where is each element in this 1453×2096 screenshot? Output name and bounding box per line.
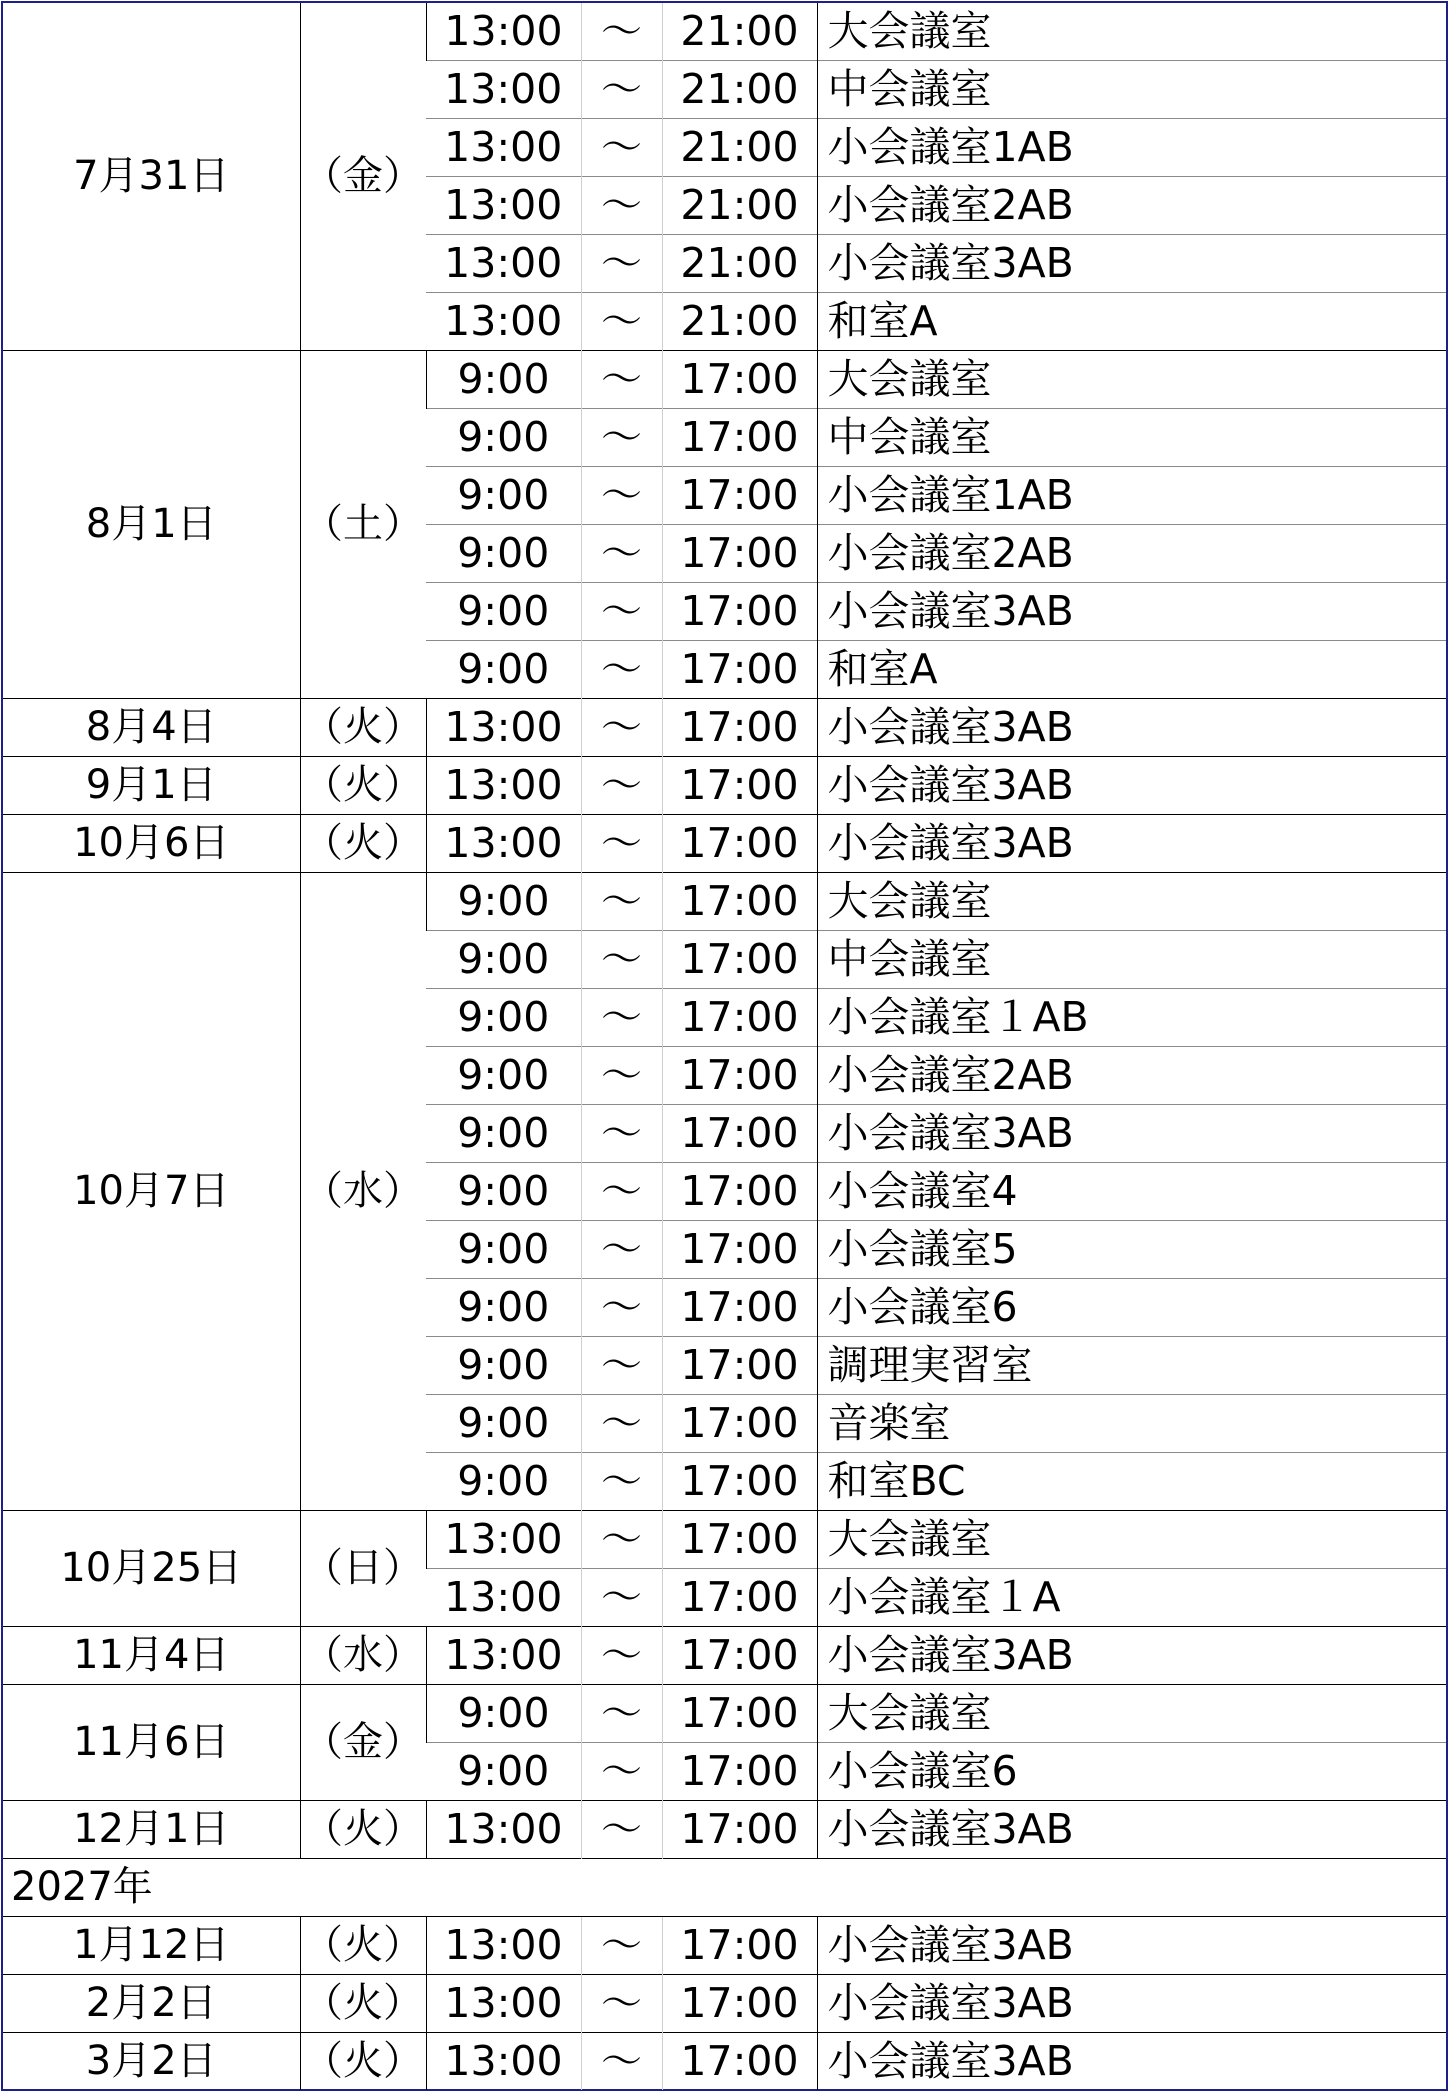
room-cell: 小会議室2AB bbox=[817, 525, 1446, 583]
tilde-cell: ～ bbox=[581, 931, 662, 989]
end-time-cell: 17:00 bbox=[662, 757, 817, 815]
start-time-cell: 13:00 bbox=[426, 1627, 581, 1685]
end-time-cell: 17:00 bbox=[662, 1685, 817, 1743]
date-cell: 10月6日 bbox=[3, 815, 300, 873]
tilde-cell: ～ bbox=[581, 1917, 662, 1975]
end-time-cell: 17:00 bbox=[662, 583, 817, 641]
start-time-cell: 13:00 bbox=[426, 1801, 581, 1859]
end-time-cell: 17:00 bbox=[662, 1221, 817, 1279]
start-time-cell: 9:00 bbox=[426, 1279, 581, 1337]
table-row bbox=[3, 1511, 1446, 1569]
end-time-cell: 21:00 bbox=[662, 235, 817, 293]
room-cell: 小会議室5 bbox=[817, 1221, 1446, 1279]
start-time-cell: 9:00 bbox=[426, 1047, 581, 1105]
start-time-cell: 9:00 bbox=[426, 1337, 581, 1395]
end-time-cell: 17:00 bbox=[662, 1453, 817, 1511]
end-time-cell: 17:00 bbox=[662, 1801, 817, 1859]
tilde-cell: ～ bbox=[581, 177, 662, 235]
end-time-cell: 17:00 bbox=[662, 1627, 817, 1685]
table-row bbox=[3, 1685, 1446, 1743]
end-time-cell: 17:00 bbox=[662, 641, 817, 699]
end-time-cell: 21:00 bbox=[662, 177, 817, 235]
tilde-cell: ～ bbox=[581, 1395, 662, 1453]
start-time-cell: 9:00 bbox=[426, 1395, 581, 1453]
tilde-cell: ～ bbox=[581, 61, 662, 119]
room-cell: 小会議室3AB bbox=[817, 1801, 1446, 1859]
tilde-cell: ～ bbox=[581, 699, 662, 757]
end-time-cell: 17:00 bbox=[662, 931, 817, 989]
date-cell: 11月4日 bbox=[3, 1627, 300, 1685]
start-time-cell: 13:00 bbox=[426, 815, 581, 873]
tilde-cell: ～ bbox=[581, 119, 662, 177]
tilde-cell: ～ bbox=[581, 1511, 662, 1569]
table-row bbox=[3, 757, 1446, 815]
tilde-cell: ～ bbox=[581, 641, 662, 699]
weekday-cell: （土） bbox=[300, 351, 426, 699]
room-cell: 和室BC bbox=[817, 1453, 1446, 1511]
date-cell: 2月2日 bbox=[3, 1975, 300, 2033]
room-cell: 小会議室1AB bbox=[817, 467, 1446, 525]
start-time-cell: 9:00 bbox=[426, 409, 581, 467]
tilde-cell: ～ bbox=[581, 1105, 662, 1163]
tilde-cell: ～ bbox=[581, 525, 662, 583]
room-cell: 小会議室3AB bbox=[817, 235, 1446, 293]
start-time-cell: 9:00 bbox=[426, 1453, 581, 1511]
tilde-cell: ～ bbox=[581, 815, 662, 873]
room-cell: 小会議室6 bbox=[817, 1743, 1446, 1801]
tilde-cell: ～ bbox=[581, 1279, 662, 1337]
date-cell: 11月6日 bbox=[3, 1685, 300, 1801]
room-cell: 小会議室1AB bbox=[817, 119, 1446, 177]
date-cell: 12月1日 bbox=[3, 1801, 300, 1859]
weekday-cell: （日） bbox=[300, 1511, 426, 1627]
start-time-cell: 9:00 bbox=[426, 1685, 581, 1743]
table-row bbox=[3, 815, 1446, 873]
start-time-cell: 9:00 bbox=[426, 1105, 581, 1163]
start-time-cell: 13:00 bbox=[426, 235, 581, 293]
start-time-cell: 9:00 bbox=[426, 989, 581, 1047]
date-cell: 1月12日 bbox=[3, 1917, 300, 1975]
room-cell: 音楽室 bbox=[817, 1395, 1446, 1453]
tilde-cell: ～ bbox=[581, 409, 662, 467]
weekday-cell: （水） bbox=[300, 1627, 426, 1685]
tilde-cell: ～ bbox=[581, 1801, 662, 1859]
room-cell: 大会議室 bbox=[817, 1685, 1446, 1743]
end-time-cell: 17:00 bbox=[662, 1917, 817, 1975]
start-time-cell: 13:00 bbox=[426, 293, 581, 351]
date-cell: 10月7日 bbox=[3, 873, 300, 1511]
tilde-cell: ～ bbox=[581, 583, 662, 641]
year-label: 2027年 bbox=[3, 1859, 1446, 1917]
schedule-frame bbox=[1, 1, 1448, 2091]
start-time-cell: 13:00 bbox=[426, 177, 581, 235]
weekday-cell: （火） bbox=[300, 1975, 426, 2033]
room-cell: 小会議室3AB bbox=[817, 1627, 1446, 1685]
end-time-cell: 17:00 bbox=[662, 989, 817, 1047]
tilde-cell: ～ bbox=[581, 989, 662, 1047]
room-cell: 小会議室3AB bbox=[817, 1975, 1446, 2033]
start-time-cell: 13:00 bbox=[426, 119, 581, 177]
room-cell: 小会議室3AB bbox=[817, 815, 1446, 873]
end-time-cell: 21:00 bbox=[662, 61, 817, 119]
tilde-cell: ～ bbox=[581, 1337, 662, 1395]
table-row bbox=[3, 351, 1446, 409]
weekday-cell: （金） bbox=[300, 1685, 426, 1801]
tilde-cell: ～ bbox=[581, 351, 662, 409]
start-time-cell: 9:00 bbox=[426, 583, 581, 641]
room-cell: 小会議室3AB bbox=[817, 1105, 1446, 1163]
date-cell: 8月4日 bbox=[3, 699, 300, 757]
room-cell: 小会議室3AB bbox=[817, 757, 1446, 815]
tilde-cell: ～ bbox=[581, 3, 662, 61]
tilde-cell: ～ bbox=[581, 1743, 662, 1801]
weekday-cell: （火） bbox=[300, 1801, 426, 1859]
room-cell: 大会議室 bbox=[817, 1511, 1446, 1569]
end-time-cell: 17:00 bbox=[662, 1163, 817, 1221]
weekday-cell: （火） bbox=[300, 815, 426, 873]
start-time-cell: 13:00 bbox=[426, 3, 581, 61]
end-time-cell: 17:00 bbox=[662, 699, 817, 757]
room-cell: 小会議室１A bbox=[817, 1569, 1446, 1627]
weekday-cell: （火） bbox=[300, 2033, 426, 2091]
table-row bbox=[3, 1801, 1446, 1859]
start-time-cell: 9:00 bbox=[426, 1221, 581, 1279]
end-time-cell: 17:00 bbox=[662, 1047, 817, 1105]
year-row bbox=[3, 1859, 1446, 1917]
tilde-cell: ～ bbox=[581, 1221, 662, 1279]
tilde-cell: ～ bbox=[581, 1047, 662, 1105]
start-time-cell: 13:00 bbox=[426, 757, 581, 815]
tilde-cell: ～ bbox=[581, 757, 662, 815]
schedule-body bbox=[3, 3, 1446, 2090]
date-cell: 8月1日 bbox=[3, 351, 300, 699]
room-cell: 小会議室１AB bbox=[817, 989, 1446, 1047]
start-time-cell: 9:00 bbox=[426, 467, 581, 525]
room-cell: 中会議室 bbox=[817, 409, 1446, 467]
end-time-cell: 17:00 bbox=[662, 1975, 817, 2033]
tilde-cell: ～ bbox=[581, 235, 662, 293]
room-cell: 小会議室2AB bbox=[817, 1047, 1446, 1105]
start-time-cell: 13:00 bbox=[426, 1917, 581, 1975]
room-cell: 大会議室 bbox=[817, 351, 1446, 409]
table-row bbox=[3, 1627, 1446, 1685]
end-time-cell: 17:00 bbox=[662, 1105, 817, 1163]
table-row bbox=[3, 3, 1446, 61]
start-time-cell: 9:00 bbox=[426, 1743, 581, 1801]
tilde-cell: ～ bbox=[581, 467, 662, 525]
weekday-cell: （火） bbox=[300, 699, 426, 757]
table-row bbox=[3, 1975, 1446, 2033]
table-row bbox=[3, 2033, 1446, 2091]
end-time-cell: 21:00 bbox=[662, 119, 817, 177]
end-time-cell: 17:00 bbox=[662, 351, 817, 409]
room-cell: 大会議室 bbox=[817, 3, 1446, 61]
room-cell: 調理実習室 bbox=[817, 1337, 1446, 1395]
tilde-cell: ～ bbox=[581, 293, 662, 351]
end-time-cell: 17:00 bbox=[662, 2033, 817, 2091]
end-time-cell: 17:00 bbox=[662, 1743, 817, 1801]
date-cell: 9月1日 bbox=[3, 757, 300, 815]
end-time-cell: 17:00 bbox=[662, 873, 817, 931]
start-time-cell: 9:00 bbox=[426, 931, 581, 989]
room-cell: 小会議室4 bbox=[817, 1163, 1446, 1221]
tilde-cell: ～ bbox=[581, 1163, 662, 1221]
tilde-cell: ～ bbox=[581, 1569, 662, 1627]
room-cell: 小会議室3AB bbox=[817, 1917, 1446, 1975]
room-cell: 小会議室2AB bbox=[817, 177, 1446, 235]
start-time-cell: 9:00 bbox=[426, 525, 581, 583]
tilde-cell: ～ bbox=[581, 1627, 662, 1685]
room-cell: 中会議室 bbox=[817, 931, 1446, 989]
weekday-cell: （金） bbox=[300, 3, 426, 351]
start-time-cell: 13:00 bbox=[426, 2033, 581, 2091]
end-time-cell: 17:00 bbox=[662, 1395, 817, 1453]
start-time-cell: 13:00 bbox=[426, 61, 581, 119]
tilde-cell: ～ bbox=[581, 1685, 662, 1743]
date-cell: 3月2日 bbox=[3, 2033, 300, 2091]
tilde-cell: ～ bbox=[581, 1975, 662, 2033]
start-time-cell: 13:00 bbox=[426, 1511, 581, 1569]
start-time-cell: 13:00 bbox=[426, 1975, 581, 2033]
room-cell: 大会議室 bbox=[817, 873, 1446, 931]
table-row bbox=[3, 873, 1446, 931]
end-time-cell: 21:00 bbox=[662, 293, 817, 351]
weekday-cell: （水） bbox=[300, 873, 426, 1511]
tilde-cell: ～ bbox=[581, 1453, 662, 1511]
start-time-cell: 9:00 bbox=[426, 1163, 581, 1221]
weekday-cell: （火） bbox=[300, 1917, 426, 1975]
room-cell: 小会議室6 bbox=[817, 1279, 1446, 1337]
table-row bbox=[3, 699, 1446, 757]
end-time-cell: 17:00 bbox=[662, 1279, 817, 1337]
start-time-cell: 9:00 bbox=[426, 351, 581, 409]
start-time-cell: 13:00 bbox=[426, 1569, 581, 1627]
room-cell: 小会議室3AB bbox=[817, 699, 1446, 757]
weekday-cell: （火） bbox=[300, 757, 426, 815]
end-time-cell: 17:00 bbox=[662, 815, 817, 873]
tilde-cell: ～ bbox=[581, 873, 662, 931]
tilde-cell: ～ bbox=[581, 2033, 662, 2091]
end-time-cell: 17:00 bbox=[662, 1337, 817, 1395]
end-time-cell: 17:00 bbox=[662, 409, 817, 467]
end-time-cell: 17:00 bbox=[662, 525, 817, 583]
date-cell: 7月31日 bbox=[73, 153, 230, 199]
room-cell: 小会議室3AB bbox=[817, 583, 1446, 641]
end-time-cell: 17:00 bbox=[662, 1569, 817, 1627]
room-cell: 和室A bbox=[817, 641, 1446, 699]
start-time-cell: 9:00 bbox=[426, 873, 581, 931]
date-cell: 10月25日 bbox=[3, 1511, 300, 1627]
room-schedule-table bbox=[3, 3, 1446, 2090]
end-time-cell: 21:00 bbox=[662, 3, 817, 61]
room-cell: 中会議室 bbox=[817, 61, 1446, 119]
start-time-cell: 13:00 bbox=[426, 699, 581, 757]
start-time-cell: 9:00 bbox=[426, 641, 581, 699]
end-time-cell: 17:00 bbox=[662, 1511, 817, 1569]
end-time-cell: 17:00 bbox=[662, 467, 817, 525]
room-cell: 小会議室3AB bbox=[817, 2033, 1446, 2091]
table-row bbox=[3, 1917, 1446, 1975]
room-cell: 和室A bbox=[817, 293, 1446, 351]
